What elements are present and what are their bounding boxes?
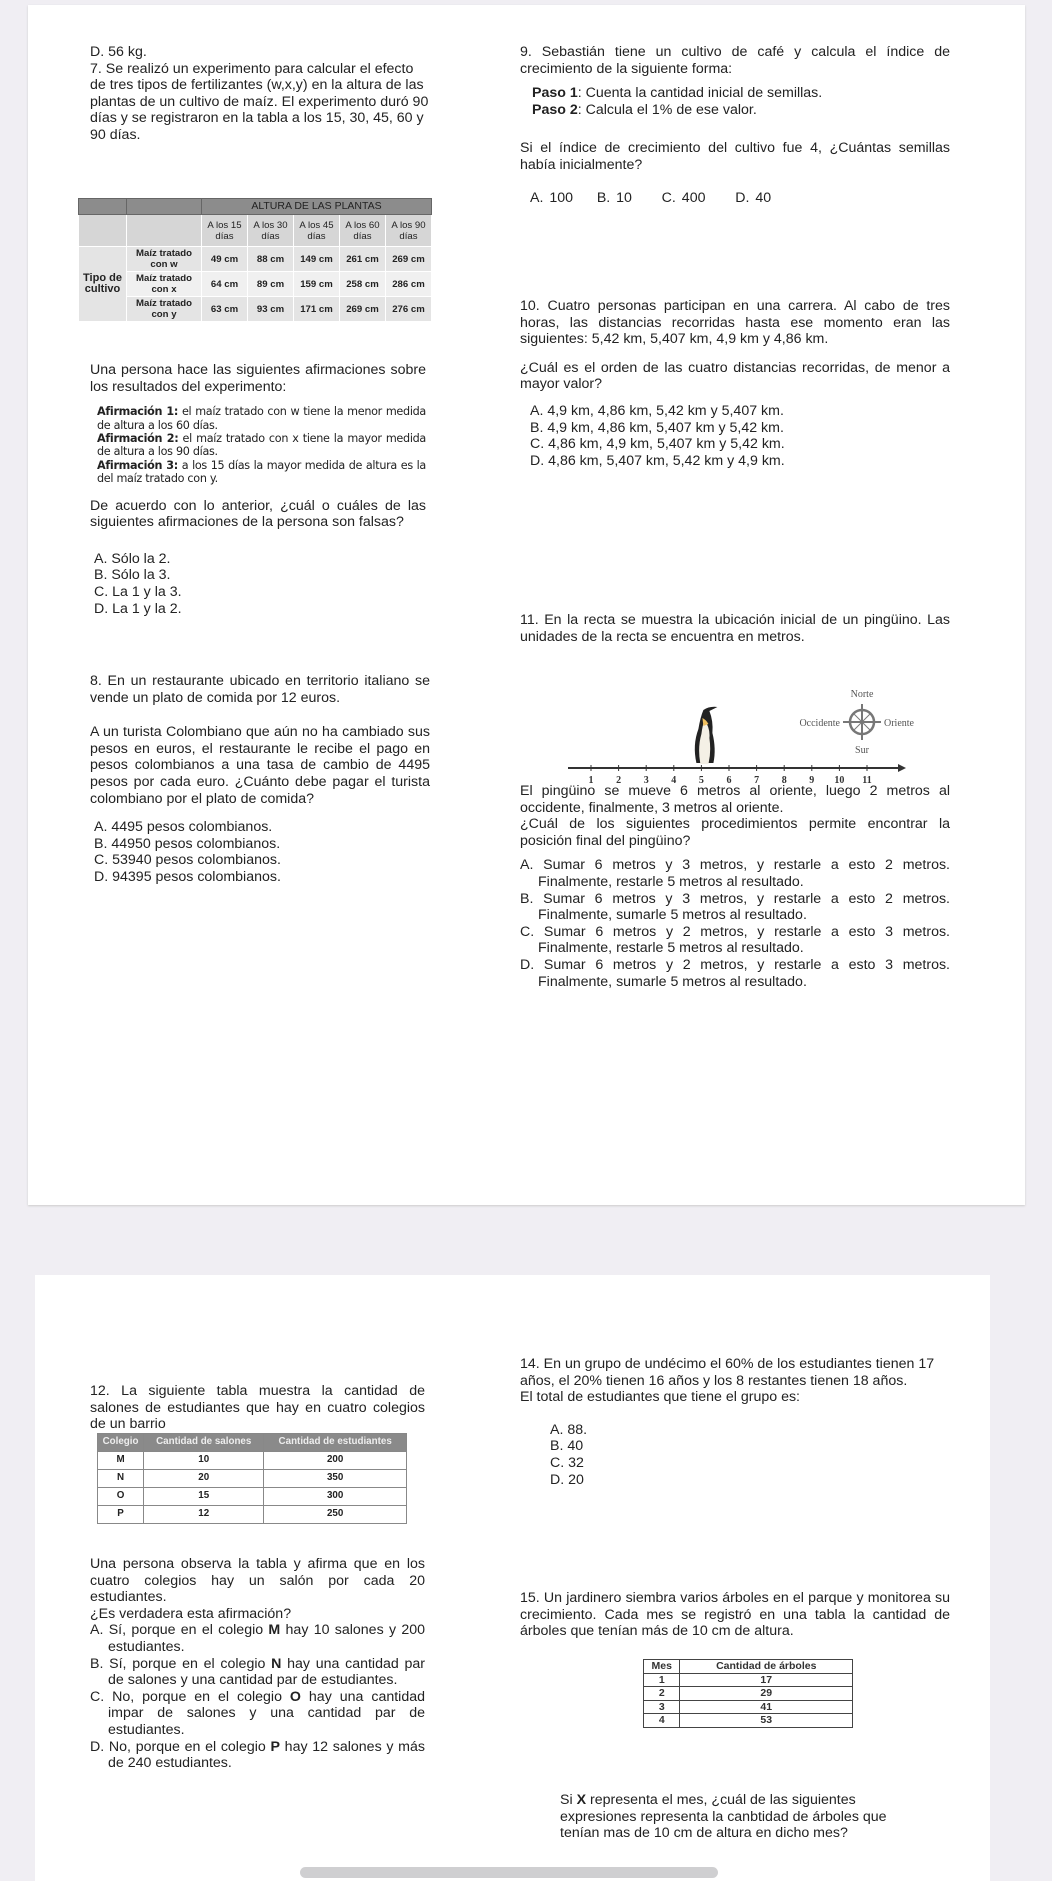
q11-question: ¿Cuál de los siguientes procedimientos permite encontrar la posición final del pingüino? <box>520 816 950 849</box>
cell: 269 cm <box>340 297 386 322</box>
step-label: Paso 1 <box>532 85 578 102</box>
option-a[interactable]: A. 4495 pesos colombianos. <box>94 819 273 836</box>
number-line-figure <box>520 675 950 785</box>
option-text: D. No, porque en el colegio <box>90 1738 271 1755</box>
cell: 2 <box>644 1687 680 1701</box>
cell: 300 <box>264 1487 407 1505</box>
tick-label: 2 <box>616 775 622 785</box>
compass-north: Norte <box>850 689 874 700</box>
claim-text: el maíz tratado con w tiene la menor medida de altura a los 60 días. <box>97 405 426 432</box>
row-label: Maíz tratado con x <box>127 272 202 297</box>
tick-label: 11 <box>862 775 872 785</box>
question-14 <box>520 1356 950 1488</box>
claim-label: Afirmación 1: <box>97 405 179 419</box>
option-c[interactable]: C. 53940 pesos colombianos. <box>94 852 281 869</box>
tick-label: 5 <box>698 775 704 785</box>
claim-text: a los 15 días la mayor medida de altura es la del maíz tratado con y. <box>97 458 426 486</box>
q15-question <box>560 1792 890 1842</box>
cell: 93 cm <box>248 297 294 322</box>
col-header: Cantidad de estudiantes <box>264 1434 407 1452</box>
question-10 <box>520 298 950 469</box>
claim-label: Afirmación 3: <box>97 458 178 472</box>
col-header: A los 60 días <box>340 215 386 247</box>
option-b[interactable]: B. 10 <box>596 189 632 206</box>
row-label: Maíz tratado con w <box>127 247 202 272</box>
option-school: M <box>268 1622 281 1639</box>
option-text: hay 12 salones y más de 240 estudiantes. <box>108 1738 425 1772</box>
tick-label: 7 <box>754 775 760 785</box>
cell: 15 <box>144 1487 264 1505</box>
col-header: Colegio <box>98 1434 144 1452</box>
option-b[interactable]: B. Sólo la 3. <box>94 567 171 584</box>
cell: 171 cm <box>294 297 340 322</box>
cell: 12 <box>144 1505 264 1523</box>
step-text: : Cuenta la cantidad inicial de semillas. <box>577 85 823 102</box>
claim-2 <box>97 432 426 459</box>
previous-option: D. 56 kg. <box>90 44 147 60</box>
q11-body <box>520 783 950 990</box>
schools-table <box>97 1433 407 1524</box>
option-b[interactable]: B. Sumar 6 metros y 3 metros, y restarle a esto 2 metros. Finalmente, sumarle 5 metros al resultado. <box>520 890 950 924</box>
cell: 276 cm <box>386 297 432 322</box>
row-label: Maíz tratado con y <box>127 297 202 322</box>
option-a[interactable]: A. 88. <box>550 1421 588 1438</box>
option-a[interactable]: A. 4,9 km, 4,86 km, 5,42 km y 5,407 km. <box>530 402 784 419</box>
q8-text: 8. En un restaurante ubicado en territorio italiano se vende un plato de comida por 12 euros. <box>90 673 430 706</box>
tick-label: 10 <box>834 775 845 785</box>
q12-body <box>90 1556 425 1772</box>
q9-text: 9. Sebastián tiene un cultivo de café y calcula el índice de crecimiento de la siguiente forma: <box>520 44 950 77</box>
option-d[interactable]: D. 4,86 km, 5,407 km, 5,42 km y 4,9 km. <box>530 452 785 469</box>
cell: M <box>98 1451 144 1469</box>
option-d[interactable]: D. 40 <box>735 189 772 206</box>
cell: P <box>98 1505 144 1523</box>
option-text: C. No, porque en el colegio <box>90 1688 290 1705</box>
cell: 41 <box>680 1700 853 1714</box>
cell: N <box>98 1469 144 1487</box>
option-b[interactable] <box>90 1656 425 1689</box>
option-text: A. Sí, porque en el colegio <box>90 1622 269 1639</box>
row-group-label: Tipo de cultivo <box>79 247 127 322</box>
question-11 <box>520 612 950 645</box>
question-7 <box>90 44 430 144</box>
cell: 4 <box>644 1714 680 1728</box>
q14-text: 14. En un grupo de undécimo el 60% de los estudiantes tienen 17 años, el 20% tienen 16 años y los 8 restantes tienen 18 años. <box>520 1356 935 1389</box>
compass-south: Sur <box>855 745 869 756</box>
q7-statements <box>90 362 426 617</box>
tick-label: 8 <box>781 775 787 785</box>
col-header: A los 45 días <box>294 215 340 247</box>
option-school: N <box>271 1655 282 1672</box>
cell: 53 <box>680 1714 853 1728</box>
q9-options <box>520 190 950 207</box>
q9-question: Si el índice de crecimiento del cultivo fue 4, ¿Cuántas semillas había inicialmente? <box>520 140 950 173</box>
q15-variable: X <box>576 1792 587 1808</box>
option-school: P <box>270 1738 280 1755</box>
axis-arrow <box>898 764 906 772</box>
q7-question: De acuerdo con lo anterior, ¿cuál o cuáles de las siguientes afirmaciones de la persona son falsas? <box>90 497 426 531</box>
cell: 286 cm <box>386 272 432 297</box>
q15-text: representa el mes, ¿cuál de las siguientes expresiones representa la canbtidad de árboles que tenían mas de 10 cm de altura en dicho mes? <box>560 1792 887 1842</box>
cell: 20 <box>144 1469 264 1487</box>
q8-question: A un turista Colombiano que aún no ha cambiado sus pesos en euros, el restaurante le recibe el pago en pesos colombianos a una tasa de cambio de 4495 pesos por cada euro. ¿Cuánto debe pagar el turista colombiano por el plato de comida? <box>90 724 430 807</box>
option-b[interactable]: B. 4,9 km, 4,86 km, 5,407 km y 5,42 km. <box>530 419 784 436</box>
tick-label: 1 <box>588 775 594 785</box>
compass-rose-icon <box>843 704 881 740</box>
cell: 261 cm <box>340 247 386 272</box>
cell: 29 <box>680 1687 853 1701</box>
option-b[interactable]: B. 40 <box>550 1438 584 1455</box>
option-a[interactable]: A. Sumar 6 metros y 3 metros, y restarle a esto 2 metros. Finalmente, restarle 5 metros al resultado. <box>520 857 950 890</box>
option-c[interactable]: C. 4,86 km, 4,9 km, 5,407 km y 5,42 km. <box>530 436 785 453</box>
horizontal-scrollbar[interactable] <box>300 1867 718 1878</box>
step-label: Paso 2 <box>532 101 578 118</box>
cell: 17 <box>680 1673 853 1687</box>
step-2 <box>532 102 950 119</box>
cell: 1 <box>644 1673 680 1687</box>
q15-text: 15. Un jardinero siembra varios árboles en el parque y monitorea su crecimiento. Cada mes se registró en una tabla la cantidad de árboles que tenían más de 10 cm de altura. <box>520 1590 950 1640</box>
compass-east: Oriente <box>884 718 914 729</box>
cell: 149 cm <box>294 247 340 272</box>
tick-label: 9 <box>809 775 815 785</box>
tick-label: 4 <box>671 775 677 785</box>
q10-text: 10. Cuatro personas participan en una carrera. Al cabo de tres horas, las distancias recorridas hasta ese momento eran las siguientes: 5,42 km, 5,407 km, 4,9 km y 4,86 km. <box>520 298 950 348</box>
option-text: hay una cantidad par de salones y una cantidad par de estudiantes. <box>108 1655 425 1689</box>
cell: 200 <box>264 1451 407 1469</box>
option-c[interactable]: C. La 1 y la 3. <box>94 584 182 600</box>
question-15 <box>520 1590 950 1640</box>
q14-question: El total de estudiantes que tiene el grupo es: <box>520 1389 801 1406</box>
option-d[interactable]: D. Sumar 6 metros y 2 metros, y restarle a esto 3 metros. Finalmente, sumarle 5 metros al resultado. <box>520 956 950 990</box>
q11-movement: El pingüino se mueve 6 metros al oriente, luego 2 metros al occidente, finalmente, 3 metros al oriente. <box>520 783 950 816</box>
number-line <box>520 675 950 785</box>
option-text: hay 10 salones y 200 estudiantes. <box>108 1622 425 1655</box>
cell: 64 cm <box>202 272 248 297</box>
col-header: Cantidad de árboles <box>680 1660 853 1674</box>
option-d[interactable] <box>90 1739 425 1772</box>
claim-label: Afirmación 2: <box>97 432 179 445</box>
option-text: hay una cantidad impar de salones y una cantidad par de estudiantes. <box>108 1688 425 1738</box>
step-text: : Calcula el 1% de ese valor. <box>577 101 757 118</box>
option-a[interactable]: A. 100 <box>530 189 574 206</box>
q7-intro: 7. Se realizó un experimento para calcular el efecto de tres tipos de fertilizantes (w,x,y) en la altura de las plantas de un cultivo de maíz. El experimento duró 90 días y se registraron en la tabla a los 15, 30, 45, 60 y <box>90 60 429 127</box>
cell: 10 <box>144 1451 264 1469</box>
q11-text: 11. En la recta se muestra la ubicación inicial de un pingüino. Las unidades de la recta se encuentra en metros. <box>520 612 950 645</box>
option-d[interactable]: D. 94395 pesos colombianos. <box>94 868 281 885</box>
claim-3 <box>97 459 426 486</box>
penguin-icon <box>695 707 718 764</box>
q12-claim: Una persona observa la tabla y afirma que en los cuatro colegios hay un salón por cada 20 estudiantes. <box>90 1556 425 1606</box>
option-a[interactable] <box>90 1622 425 1655</box>
statement-intro: Una persona hace las siguientes afirmaciones sobre los resultados del experimento: <box>90 362 426 395</box>
compass-west: Occidente <box>799 718 840 729</box>
cell: 3 <box>644 1700 680 1714</box>
option-a[interactable]: A. Sólo la 2. <box>94 550 171 567</box>
option-d[interactable]: D. 20 <box>550 1471 584 1488</box>
tick-label: 6 <box>726 775 732 785</box>
option-d[interactable]: D. La 1 y la 2. <box>94 600 182 617</box>
option-text: B. Sí, porque en el colegio <box>90 1655 272 1672</box>
option-c[interactable]: C. 400 <box>661 189 706 206</box>
option-c[interactable]: C. 32 <box>550 1454 584 1471</box>
option-b[interactable]: B. 44950 pesos colombianos. <box>94 835 281 852</box>
option-c[interactable] <box>90 1689 425 1739</box>
table-title: ALTURA DE LAS PLANTAS <box>202 199 432 215</box>
cell: 350 <box>264 1469 407 1487</box>
claim-text: el maíz tratado con x tiene la mayor medida de altura a los 90 días. <box>97 432 426 459</box>
col-header: Mes <box>644 1660 680 1674</box>
q10-question: ¿Cuál es el orden de las cuatro distancias recorridas, de menor a mayor valor? <box>520 359 950 393</box>
col-header: A los 30 días <box>248 215 294 247</box>
cell: 258 cm <box>340 272 386 297</box>
cell: O <box>98 1487 144 1505</box>
cell: 250 <box>264 1505 407 1523</box>
cell: 89 cm <box>248 272 294 297</box>
question-9 <box>520 44 950 206</box>
option-school: O <box>289 1688 301 1705</box>
step-1 <box>532 85 950 102</box>
col-header: Cantidad de salones <box>144 1434 264 1452</box>
q12-text: 12. La siguiente tabla muestra la cantidad de salones de estudiantes que hay en cuatro colegios de un barrio <box>90 1383 425 1433</box>
col-header: A los 90 días <box>386 215 432 247</box>
cell: 88 cm <box>248 247 294 272</box>
cell: 269 cm <box>386 247 432 272</box>
claim-1 <box>97 405 426 432</box>
option-c[interactable]: C. Sumar 6 metros y 2 metros, y restarle a esto 3 metros. Finalmente, restarle 5 metros al resultado. <box>520 923 950 957</box>
tick-label: 3 <box>643 775 649 785</box>
trees-table <box>643 1659 853 1728</box>
q7-intro-2: 90 días. <box>90 126 141 143</box>
cell: 49 cm <box>202 247 248 272</box>
q15-text: Si <box>560 1792 577 1808</box>
question-12 <box>90 1383 425 1433</box>
q12-question: ¿Es verdadera esta afirmación? <box>90 1605 292 1622</box>
cell: 159 cm <box>294 272 340 297</box>
plant-height-table <box>78 198 432 322</box>
cell: 63 cm <box>202 297 248 322</box>
col-header: A los 15 días <box>202 215 248 247</box>
question-8 <box>90 673 430 886</box>
